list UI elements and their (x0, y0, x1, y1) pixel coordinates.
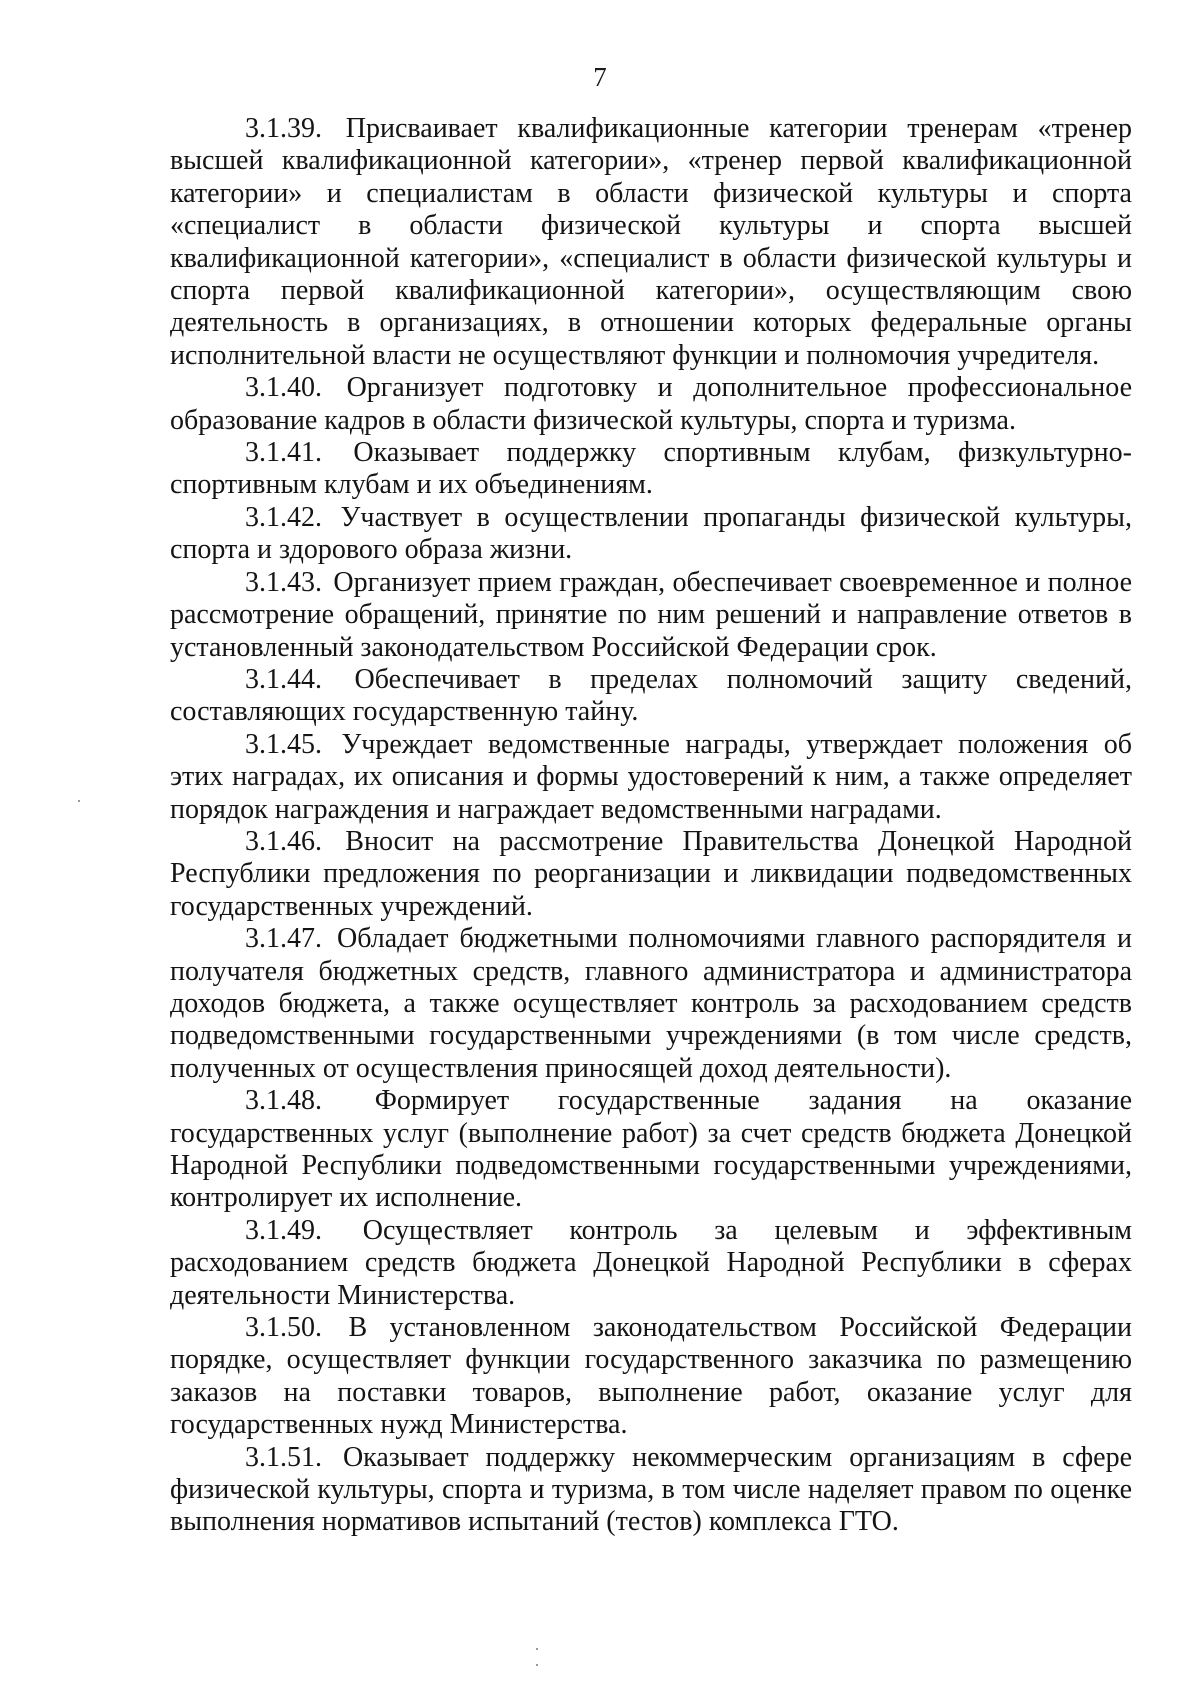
clause-number: 3.1.44. (245, 663, 322, 695)
clause-number: 3.1.41. (245, 437, 322, 469)
clause-text: Обеспечивает в пределах полномочий защиту сведений, составляющих государственную тайну. (170, 663, 1133, 728)
clause-3-1-40 (170, 372, 1132, 437)
clause-number: 3.1.46. (245, 825, 322, 857)
clause-3-1-47 (170, 923, 1132, 1085)
clause-number: 3.1.45. (245, 728, 322, 760)
clause-text: Формирует государственные задания на оказание государственных услуг (выполнение работ) за счет средств бюджета Донецкой Народной Республики подведомственными государственными учреждениями, контролирует их исполнение. (170, 1085, 1132, 1214)
clause-number: 3.1.49. (245, 1214, 322, 1246)
clause-3-1-49 (170, 1215, 1132, 1312)
clause-text: Обладает бюджетными полномочиями главного распорядителя и получателя бюджетных средств, главного администратора и администратора доходов бюджета, а также осуществляет контроль за расходованием средств подведомственными государственными учреждениями (в том числе средств, полученных от осуществления приносящей доход деятельности). (170, 923, 1132, 1084)
clause-number: 3.1.43. (245, 566, 322, 598)
clause-text: Оказывает поддержку некоммерческим организациям в сфере физической культуры, спорта и туризма, в том числе наделяет правом по оценке выполнения нормативов испытаний (тестов) комплекса ГТО. (170, 1441, 1133, 1538)
page-number: 7 (593, 62, 607, 92)
clause-text: Организует прием граждан, обеспечивает своевременное и полное рассмотрение обращений, принятие по ним решений и направление ответов в установленный законодательством Российской Федерации срок. (170, 566, 1133, 663)
clause-3-1-41 (170, 437, 1132, 502)
scan-speck (536, 1664, 538, 1666)
clause-3-1-43 (170, 567, 1132, 664)
clause-number: 3.1.40. (245, 372, 322, 404)
clause-text: Оказывает поддержку спортивным клубам, физкультурно-спортивным клубам и их объединениям. (170, 437, 1132, 501)
clause-number: 3.1.50. (245, 1312, 322, 1344)
clause-text: Организует подготовку и дополнительное профессиональное образование кадров в области физической культуры, спорта и туризма. (170, 372, 1132, 436)
clause-3-1-48 (170, 1085, 1132, 1215)
clause-number: 3.1.47. (245, 923, 322, 955)
clause-3-1-39 (170, 113, 1132, 372)
clause-3-1-46 (170, 826, 1132, 923)
clause-text: Присваивает квалификационные категории тренерам «тренер высшей квалификационной категории», «тренер первой квалификационной категории» и специалистам в области физической культуры и спорта «специалист в области физической культуры и спорта высшей квалификационной категории», «специалист в области физической культуры и спорта первой квалификационной категории», осуществляющим свою деятельность в организациях, в отношении которых федеральные органы исполнительной власти не осуществляют функции и полномочия учредителя. (170, 113, 1133, 371)
clause-3-1-45 (170, 729, 1132, 826)
clause-3-1-42 (170, 502, 1132, 567)
clause-number: 3.1.48. (245, 1085, 322, 1117)
scan-speck (78, 800, 80, 802)
clause-3-1-44 (170, 664, 1132, 729)
clause-text: В установленном законодательством Российской Федерации порядке, осуществляет функции государственного заказчика по размещению заказов на поставки товаров, выполнение работ, оказание услуг для государственных нужд Министерства. (170, 1312, 1132, 1441)
scan-speck (536, 1648, 538, 1650)
clause-number: 3.1.39. (245, 113, 322, 144)
clause-3-1-51 (170, 1442, 1132, 1539)
clause-text: Вносит на рассмотрение Правительства Донецкой Народной Республики предложения по реорганизации и ликвидации подведомственных государственных учреждений. (170, 825, 1133, 922)
clause-text: Учреждает ведомственные награды, утверждает положения об этих наградах, их описания и формы удостоверений к ним, а также определяет порядок награждения и награждает ведомственными наградами. (170, 728, 1132, 825)
clause-text: Участвует в осуществлении пропаганды физической культуры, спорта и здорового образа жизни. (170, 501, 1132, 566)
clause-number: 3.1.51. (245, 1441, 322, 1473)
clause-3-1-50 (170, 1312, 1132, 1442)
clause-number: 3.1.42. (245, 501, 322, 533)
document-body (170, 113, 1132, 1539)
clause-text: Осуществляет контроль за целевым и эффективным расходованием средств бюджета Донецкой Народной Республики в сферах деятельности Министерства. (170, 1214, 1133, 1311)
